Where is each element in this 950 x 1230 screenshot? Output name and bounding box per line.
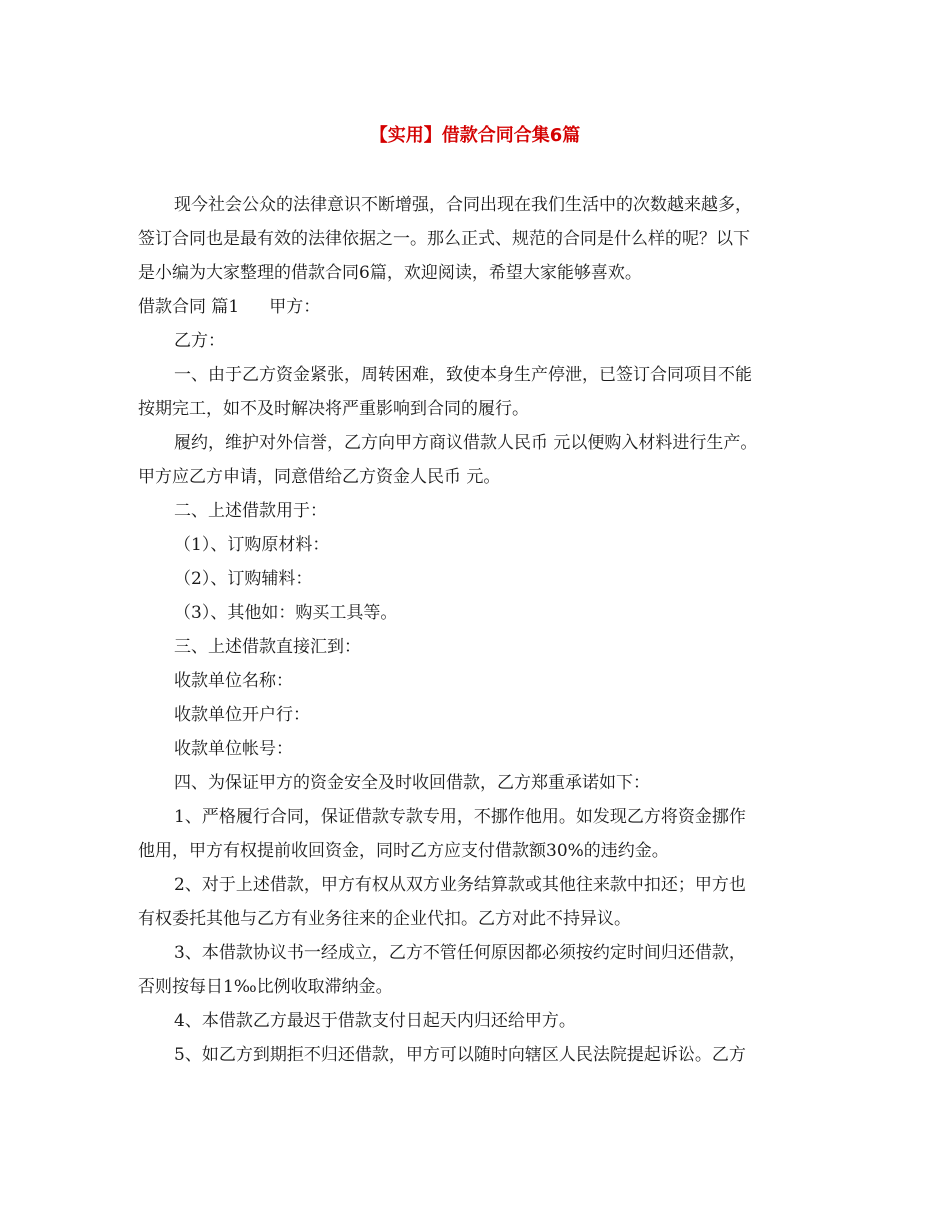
clause-1-line-2: 按期完工，如不及时解决将严重影响到合同的履行。 (138, 399, 529, 419)
clause-3-heading: 三、上述借款直接汇到： (174, 637, 361, 657)
clause-4-heading: 四、为保证甲方的资金安全及时收回借款，乙方郑重承诺如下： (174, 773, 650, 793)
intro-line-1: 现今社会公众的法律意识不断增强，合同出现在我们生活中的次数越来越多， (174, 195, 752, 215)
clause-4-item-2-line-2: 有权委托其他与乙方有业务往来的企业代扣。乙方对此不持异议。 (138, 909, 631, 929)
clause-4-item-5-line-1: 5、如乙方到期拒不归还借款，甲方可以随时向辖区人民法院提起诉讼。乙方 (174, 1045, 746, 1065)
clause-2-heading: 二、上述借款用于： (174, 501, 327, 521)
clause-4-item-1-line-1: 1、严格履行合同，保证借款专款专用，不挪作他用。如发现乙方将资金挪作 (174, 807, 746, 827)
clause-2-item-2: （2）、订购辅料： (174, 569, 313, 589)
clause-2-item-1: （1）、订购原材料： (174, 535, 330, 555)
payee-account-field: 收款单位帐号： (174, 739, 293, 759)
intro-line-2: 签订合同也是最有效的法律依据之一。那么正式、规范的合同是什么样的呢？以下 (138, 229, 750, 249)
clause-4-item-3-line-1: 3、本借款协议书一经成立，乙方不管任何原因都必须按约定时间归还借款， (174, 943, 746, 963)
clause-2-item-3: （3）、其他如：购买工具等。 (174, 603, 398, 623)
section-label: 借款合同 篇1 (138, 297, 240, 317)
performance-line-2: 甲方应乙方申请，同意借给乙方资金人民币 元。 (138, 467, 501, 487)
clause-4-item-2-line-1: 2、对于上述借款，甲方有权从双方业务结算款或其他往来款中扣还；甲方也 (174, 875, 746, 895)
section-heading (138, 290, 818, 324)
document-title: 【实用】借款合同合集6篇 (369, 125, 581, 146)
party-b-label: 乙方： (174, 331, 225, 351)
document-body (138, 188, 818, 1072)
clause-4-item-3-line-2: 否则按每日1‰比例收取滞纳金。 (138, 977, 393, 997)
party-a-label: 甲方： (269, 297, 321, 317)
performance-line-1: 履约，维护对外信誉，乙方向甲方商议借款人民币 元以便购入材料进行生产。 (174, 433, 758, 453)
payee-bank-field: 收款单位开户行： (174, 705, 310, 725)
clause-4-item-4-line-1: 4、本借款乙方最迟于借款支付日起天内归还给甲方。 (174, 1011, 576, 1031)
intro-line-3: 是小编为大家整理的借款合同6篇，欢迎阅读，希望大家能够喜欢。 (138, 263, 642, 283)
clause-1-line-1: 一、由于乙方资金紧张，周转困难，致使本身生产停泄，已签订合同项目不能 (174, 365, 752, 385)
payee-name-field: 收款单位名称： (174, 671, 293, 691)
clause-4-item-1-line-2: 他用，甲方有权提前收回资金，同时乙方应支付借款额30%的违约金。 (138, 841, 669, 861)
